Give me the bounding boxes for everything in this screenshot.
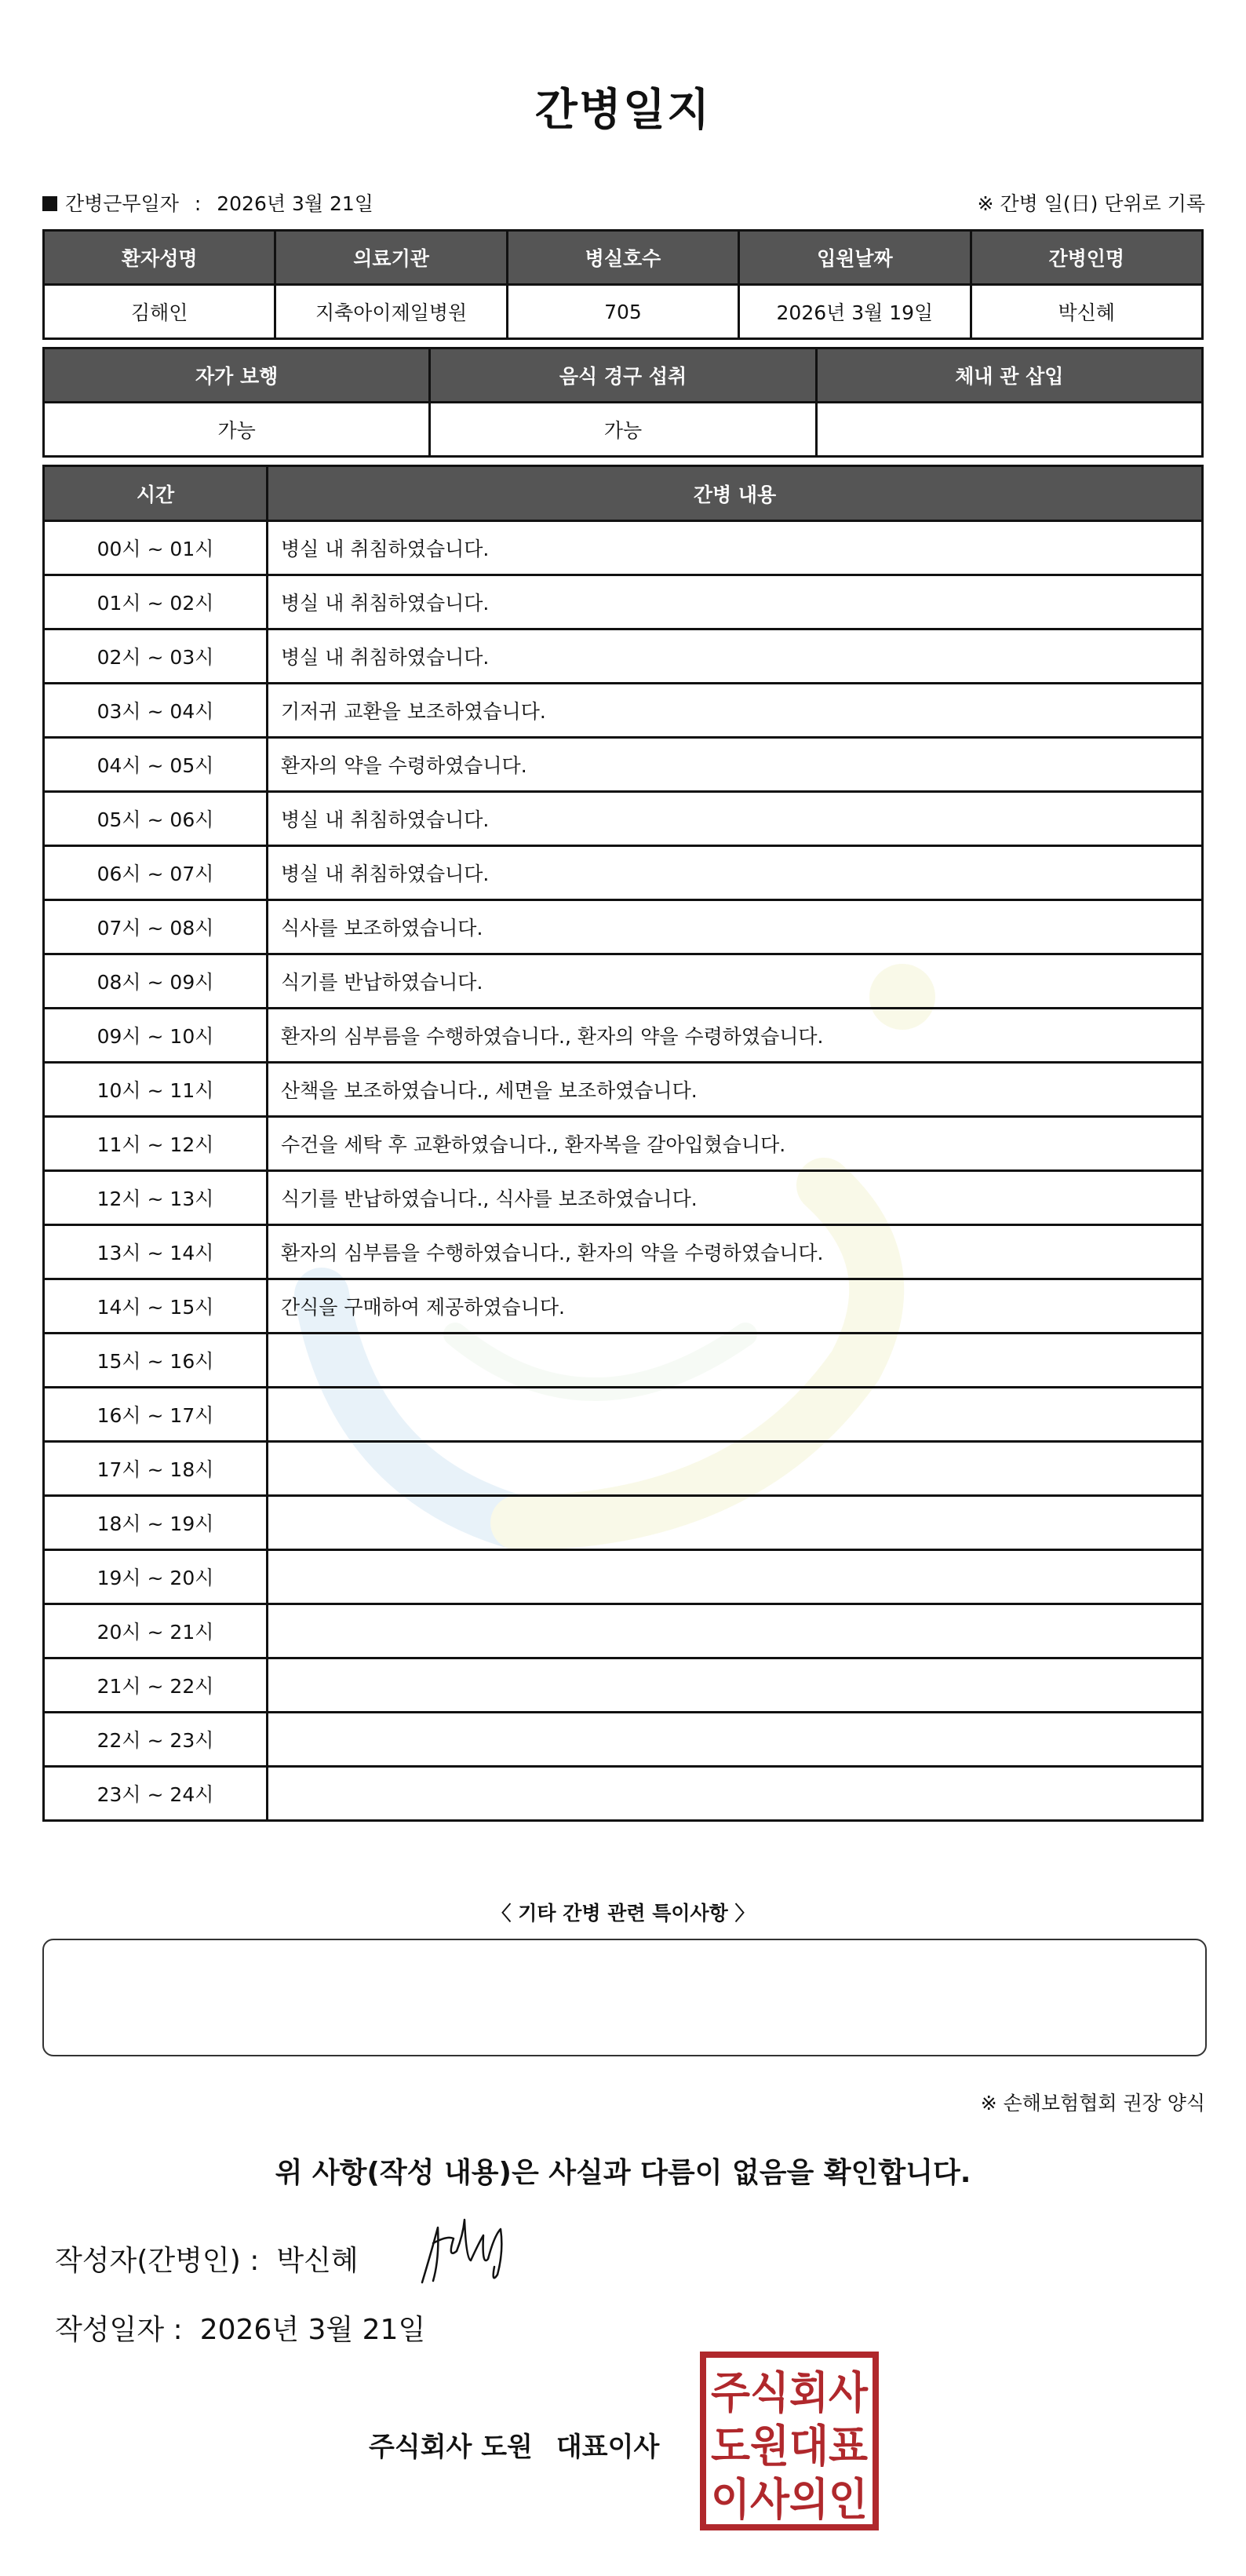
care-log-row [44, 1442, 1203, 1496]
care-log-row [44, 1496, 1203, 1550]
work-date-label: 간병근무일자 [65, 192, 179, 215]
care-log-row [44, 900, 1203, 954]
care-log-content[interactable] [268, 1658, 1203, 1713]
care-log-time: 03시 ~ 04시 [44, 684, 268, 738]
company-name: 주식회사 도원 [369, 2432, 533, 2463]
care-log-time: 20시 ~ 21시 [44, 1604, 268, 1658]
unit-note: ※ 간병 일(日) 단위로 기록 [977, 192, 1205, 215]
care-log-row [44, 1388, 1203, 1442]
write-date-line [55, 2308, 425, 2348]
care-log-row [44, 1279, 1203, 1334]
care-log-content[interactable]: 식기를 반납하였습니다. [268, 954, 1203, 1009]
care-log-time: 19시 ~ 20시 [44, 1550, 268, 1604]
care-log-row [44, 1117, 1203, 1171]
work-date-value: 2026년 3월 21일 [217, 192, 373, 215]
care-log-content[interactable]: 식사를 보조하였습니다. [268, 900, 1203, 954]
care-log-time: 06시 ~ 07시 [44, 846, 268, 900]
care-log-content[interactable] [268, 1604, 1203, 1658]
care-log-row [44, 1604, 1203, 1658]
care-log-time: 08시 ~ 09시 [44, 954, 268, 1009]
care-log-time: 21시 ~ 22시 [44, 1658, 268, 1713]
company-ceo-title: 대표이사 [556, 2432, 660, 2463]
care-log-row [44, 792, 1203, 846]
time-column-header: 시간 [44, 466, 268, 521]
hospital-header: 의료기관 [275, 231, 507, 285]
form-source-note: ※ 손해보험협회 권장 양식 [980, 2092, 1205, 2114]
care-log-content[interactable]: 수건을 세탁 후 교환하였습니다., 환자복을 갈아입혔습니다. [268, 1117, 1203, 1171]
patient-status-header-row [44, 348, 1203, 403]
company-seal-stamp [700, 2352, 879, 2530]
care-log-content[interactable]: 산책을 보조하였습니다., 세면을 보조하였습니다. [268, 1063, 1203, 1117]
care-log-time: 04시 ~ 05시 [44, 738, 268, 792]
care-log-row [44, 738, 1203, 792]
care-log-content[interactable] [268, 1550, 1203, 1604]
care-log-content[interactable]: 병실 내 취침하였습니다. [268, 792, 1203, 846]
care-log-content[interactable]: 환자의 약을 수령하였습니다. [268, 738, 1203, 792]
care-log-content[interactable]: 병실 내 취침하였습니다. [268, 846, 1203, 900]
care-log-body [44, 521, 1203, 1821]
care-log-time: 02시 ~ 03시 [44, 629, 268, 684]
patient-info-table [42, 229, 1204, 340]
care-log-content[interactable]: 환자의 심부름을 수행하였습니다., 환자의 약을 수령하였습니다. [268, 1225, 1203, 1279]
oral-intake-header: 음식 경구 섭취 [430, 348, 816, 403]
room-value: 705 [507, 285, 738, 339]
write-date-value: 2026년 3월 21일 [199, 2314, 426, 2346]
care-log-row [44, 629, 1203, 684]
writer-label: 작성자(간병인) : [55, 2245, 260, 2277]
care-log-row [44, 1550, 1203, 1604]
care-log-content[interactable]: 병실 내 취침하였습니다. [268, 521, 1203, 575]
care-log-row [44, 1225, 1203, 1279]
care-log-time: 11시 ~ 12시 [44, 1117, 268, 1171]
patient-status-value-row [44, 403, 1203, 457]
tube-insertion-value [816, 403, 1202, 457]
care-log-time: 05시 ~ 06시 [44, 792, 268, 846]
care-log-time: 22시 ~ 23시 [44, 1713, 268, 1767]
admission-date-value: 2026년 3월 19일 [739, 285, 971, 339]
care-log-content[interactable] [268, 1334, 1203, 1388]
handwritten-signature [416, 2212, 518, 2290]
care-log-content[interactable]: 기저귀 교환을 보조하였습니다. [268, 684, 1203, 738]
care-log-time: 01시 ~ 02시 [44, 575, 268, 629]
care-log-time: 17시 ~ 18시 [44, 1442, 268, 1496]
care-log-time: 15시 ~ 16시 [44, 1334, 268, 1388]
care-log-content[interactable]: 병실 내 취침하였습니다. [268, 575, 1203, 629]
confirmation-statement: 위 사항(작성 내용)은 사실과 다름이 없음을 확인합니다. [275, 2157, 971, 2189]
notes-title: 〈 기타 간병 관련 특이사항 〉 [491, 1902, 755, 1925]
work-date-separator: : [194, 192, 202, 215]
svg-text:이사의인: 이사의인 [711, 2475, 868, 2526]
care-log-table [42, 465, 1204, 1822]
care-log-content[interactable]: 병실 내 취침하였습니다. [268, 629, 1203, 684]
care-log-row [44, 1658, 1203, 1713]
content-column-header: 간병 내용 [268, 466, 1203, 521]
caregiver-value: 박신혜 [971, 285, 1202, 339]
care-log-content[interactable] [268, 1713, 1203, 1767]
svg-text:도원대표: 도원대표 [711, 2421, 868, 2472]
svg-text:주식회사: 주식회사 [711, 2368, 869, 2419]
care-log-time: 00시 ~ 01시 [44, 521, 268, 575]
care-log-row [44, 521, 1203, 575]
room-header: 병실호수 [507, 231, 738, 285]
tube-insertion-header: 체내 관 삽입 [816, 348, 1202, 403]
care-log-content[interactable]: 환자의 심부름을 수행하였습니다., 환자의 약을 수령하였습니다. [268, 1009, 1203, 1063]
care-log-time: 09시 ~ 10시 [44, 1009, 268, 1063]
care-log-row [44, 684, 1203, 738]
care-log-content[interactable] [268, 1388, 1203, 1442]
care-log-row [44, 1063, 1203, 1117]
care-log-time: 07시 ~ 08시 [44, 900, 268, 954]
care-log-time: 12시 ~ 13시 [44, 1171, 268, 1225]
hospital-value: 지축아이제일병원 [275, 285, 507, 339]
write-date-label: 작성일자 : [55, 2314, 183, 2346]
care-log-time: 23시 ~ 24시 [44, 1767, 268, 1821]
care-log-row [44, 846, 1203, 900]
care-log-time: 14시 ~ 15시 [44, 1279, 268, 1334]
care-log-time: 10시 ~ 11시 [44, 1063, 268, 1117]
patient-info-value-row [44, 285, 1203, 339]
patient-status-table [42, 347, 1204, 458]
care-log-row [44, 1334, 1203, 1388]
patient-info-header-row [44, 231, 1203, 285]
care-log-row [44, 1009, 1203, 1063]
care-log-row [44, 954, 1203, 1009]
walking-value: 가능 [44, 403, 430, 457]
patient-name-header: 환자성명 [44, 231, 275, 285]
patient-name-value: 김해인 [44, 285, 275, 339]
care-log-time: 13시 ~ 14시 [44, 1225, 268, 1279]
admission-date-header: 입원날짜 [739, 231, 971, 285]
care-log-content[interactable] [268, 1496, 1203, 1550]
walking-header: 자가 보행 [44, 348, 430, 403]
care-log-row [44, 1171, 1203, 1225]
care-log-header-row [44, 466, 1203, 521]
care-log-content[interactable] [268, 1767, 1203, 1821]
care-log-time: 18시 ~ 19시 [44, 1496, 268, 1550]
care-log-row [44, 1713, 1203, 1767]
square-bullet-icon [42, 196, 57, 211]
care-log-content[interactable]: 간식을 구매하여 제공하였습니다. [268, 1279, 1203, 1334]
company-line [369, 2425, 659, 2464]
notes-box[interactable] [42, 1939, 1207, 2056]
care-log-time: 16시 ~ 17시 [44, 1388, 268, 1442]
work-date-line [42, 188, 373, 217]
page-title: 간병일지 [534, 85, 712, 136]
writer-name: 박신혜 [276, 2245, 359, 2277]
oral-intake-value: 가능 [430, 403, 816, 457]
care-log-row [44, 1767, 1203, 1821]
writer-line [55, 2238, 359, 2279]
care-log-row [44, 575, 1203, 629]
care-log-content[interactable] [268, 1442, 1203, 1496]
caregiver-header: 간병인명 [971, 231, 1202, 285]
care-log-content[interactable]: 식기를 반납하였습니다., 식사를 보조하였습니다. [268, 1171, 1203, 1225]
